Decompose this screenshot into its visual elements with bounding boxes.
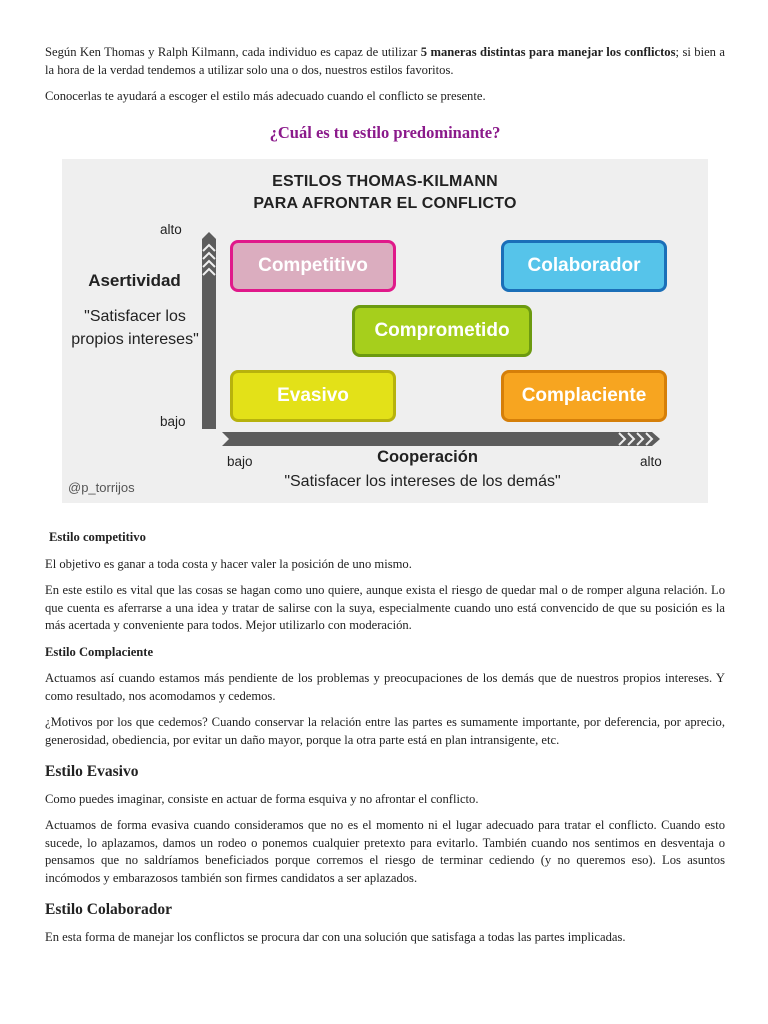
infographic-title [62, 171, 708, 215]
complaciente-paragraph-2: ¿Motivos por los que cedemos? Cuando conservar la relación entre las partes es sumamente importante, por deferencia, por aprecio, generosidad, obediencia, por evitar un daño mayor, porque la otra parte está en plan intransigente, etc. [45, 715, 725, 747]
thomas-kilmann-infographic [62, 159, 708, 503]
x-axis-low-label: bajo [227, 454, 253, 469]
x-axis-arrow [222, 432, 660, 446]
evasivo-paragraph-1: Como puedes imaginar, consiste en actuar de forma esquiva y no afrontar el conflicto. [45, 791, 479, 806]
style-box-competitivo: Competitivo [230, 240, 396, 292]
question-title: ¿Cuál es tu estilo predominante? [269, 122, 501, 142]
y-axis-title: Asertividad [88, 271, 181, 290]
x-axis-subtitle: "Satisfacer los intereses de los demás" [284, 473, 561, 490]
x-axis-high-label: alto [640, 454, 662, 469]
article [45, 44, 725, 955]
intro-text-end: ; si bien a la hora de la verdad tendemos a utilizar solo una o dos, nuestros estilos favoritos. [45, 45, 725, 77]
intro-bold-text: 5 maneras distintas para manejar los conflictos [420, 45, 676, 59]
y-axis-high-label: alto [160, 222, 182, 237]
infographic-title-line-2: PARA AFRONTAR EL CONFLICTO [253, 195, 517, 212]
style-box-colaborador: Colaborador [501, 240, 667, 292]
heading-estilo-evasivo: Estilo Evasivo [45, 763, 139, 780]
style-box-evasivo: Evasivo [230, 370, 396, 422]
style-box-complaciente: Complaciente [501, 370, 667, 422]
intro-paragraph [45, 44, 725, 79]
infographic-credit: @p_torrijos [68, 480, 135, 495]
heading-estilo-competitivo: Estilo competitivo [49, 530, 146, 544]
style-box-comprometido: Comprometido [352, 305, 532, 357]
competitivo-paragraph-2: En este estilo es vital que las cosas se hagan como uno quiere, aunque exista el riesgo de quedar mal o de romper alguna relación. Lo que cuenta es aferrarse a una idea y tratar de salirse con la suya, especialmente cuando uno está convencido de que su posición es la más acertada y conveniente para todos. Mejor utilizarlo con moderación. [45, 583, 725, 632]
y-axis-subtitle: "Satisfacer los propios intereses" [71, 308, 199, 348]
intro-text: Según Ken Thomas y Ralph Kilmann, cada individuo es capaz de utilizar [45, 45, 421, 59]
x-axis-title: Cooperación [377, 448, 478, 466]
evasivo-paragraph-2: Actuamos de forma evasiva cuando consideramos que no es el momento ni el lugar adecuado para tratar el conflicto. Cuando esto sucede, lo aplazamos, damos un rodeo o ponemos cualquier pretexto para evitarlo. También cuando nos sentimos en desventaja o pensamos que no saldríamos beneficiados porque corremos el riesgo de terminar cediendo (y no queremos eso). Los asuntos incómodos y embarazosos también son firmes candidatos a ser aplazados. [45, 818, 725, 885]
heading-estilo-complaciente: Estilo Complaciente [45, 644, 154, 659]
infographic-title-line-1: ESTILOS THOMAS-KILMANN [272, 173, 498, 190]
competitivo-paragraph-1: El objetivo es ganar a toda costa y hacer valer la posición de uno mismo. [45, 556, 412, 571]
y-axis-low-label: bajo [160, 414, 186, 429]
complaciente-paragraph-1: Actuamos así cuando estamos más pendiente de los problemas y preocupaciones de los demás que de nuestros propios intereses. Y como resultado, nos acomodamos y cedemos. [45, 671, 725, 703]
heading-estilo-colaborador: Estilo Colaborador [45, 901, 173, 918]
intro-paragraph-2: Conocerlas te ayudará a escoger el estilo más adecuado cuando el conflicto se presente. [45, 89, 486, 103]
colaborador-paragraph-1: En esta forma de manejar los conflictos se procura dar con una solución que satisfaga a todas las partes implicadas. [45, 929, 626, 944]
